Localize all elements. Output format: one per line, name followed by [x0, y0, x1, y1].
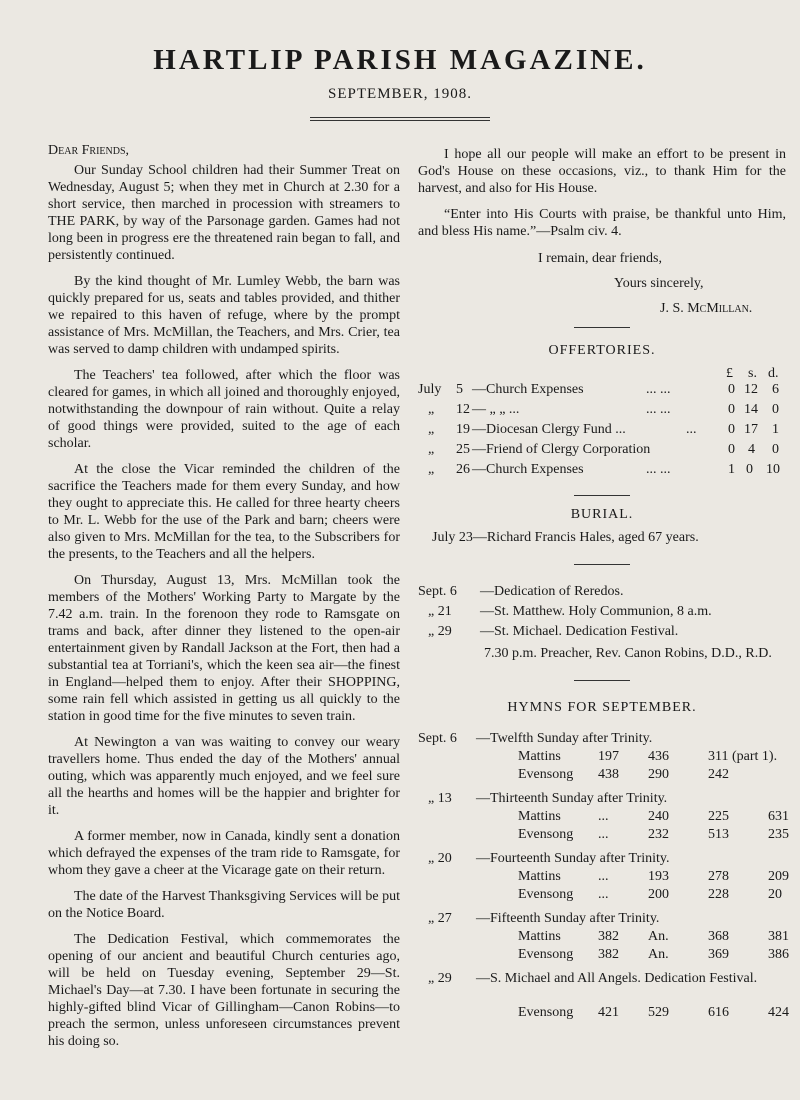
service-name: Evensong [518, 1005, 574, 1020]
hymn-sunday [418, 790, 789, 844]
hymn-number: ... [598, 809, 609, 824]
hymn-list [418, 730, 789, 1022]
hymn-number: An. [648, 947, 669, 962]
hymn-sunday [418, 730, 786, 784]
letter-paragraph: By the kind thought of Mr. Lumley Webb, the barn was quickly prepared for us, seats and tables provided, and thither we repaired to this haven of refuge, where by the prompt assistance of Mrs. McMillan, the Teachers, and Mrs. Crier, tea was served to damp children with undamped spirits. [48, 274, 400, 357]
hymn-service-row [418, 928, 789, 946]
hymn-number: 438 [598, 767, 619, 782]
offertories-heading: OFFERTORIES. [548, 343, 656, 358]
event-item: Sept. 6 —Dedication of Reredos. [418, 584, 624, 599]
hymn-sunday [418, 850, 789, 904]
hymn-number: 369 [708, 947, 729, 962]
hymn-service-row [418, 886, 786, 904]
hymn-number: An. [648, 929, 669, 944]
service-name: Mattins [518, 929, 561, 944]
hymn-sunday-title: —Fourteenth Sunday after Trinity. [476, 851, 670, 866]
hymn-number: 513 [708, 827, 729, 842]
hymn-number: 193 [648, 869, 669, 884]
divider [574, 327, 630, 328]
hymn-number: 242 [708, 767, 729, 782]
hymn-number: 278 [708, 869, 729, 884]
hymn-sunday-title: —S. Michael and All Angels. Dedication Festival. [476, 971, 758, 986]
hymn-sunday-heading [418, 850, 786, 868]
hymn-number: 197 [598, 749, 619, 764]
hymn-date: „ 27 [428, 911, 452, 926]
hymn-sunday-title: —Thirteenth Sunday after Trinity. [476, 791, 668, 806]
hymn-sunday-title: —Fifteenth Sunday after Trinity. [476, 911, 660, 926]
hymn-number: 424 [768, 1005, 789, 1020]
hymn-number: ... [598, 887, 609, 902]
burial-entry: July 23—Richard Francis Hales, aged 67 years. [432, 530, 699, 545]
hymn-number: 616 [708, 1005, 729, 1020]
service-name: Mattins [518, 809, 561, 824]
hymn-sunday-heading [418, 910, 786, 928]
hymn-number: 20 [768, 887, 782, 902]
divider [574, 564, 630, 565]
pounds-header: £ [726, 366, 733, 381]
masthead [0, 40, 800, 121]
burial-heading: BURIAL. [570, 507, 634, 522]
hymn-service-row [418, 1004, 789, 1022]
service-name: Evensong [518, 947, 574, 962]
letter-paragraph: I hope all our people will make an effort to be present in God's House on these occasions, viz., to thank Him for the harvest, and also for His House. [418, 147, 786, 196]
hymns-heading: HYMNS FOR SEPTEMBER. [507, 700, 697, 715]
hymn-number: 386 [768, 947, 789, 962]
hymn-number: 382 [598, 929, 619, 944]
service-name: Evensong [518, 767, 574, 782]
event-item: „ 29 —St. Michael. Dedication Festival. [428, 624, 679, 639]
hymn-number: 436 [648, 749, 669, 764]
events-list [418, 583, 786, 662]
hymn-number: 290 [648, 767, 669, 782]
hymn-number: 311 (part 1). [708, 749, 778, 764]
hymn-number: ... [598, 869, 609, 884]
shillings-header: s. [748, 366, 757, 381]
hymn-number: 529 [648, 1005, 669, 1020]
hymn-number: ... [598, 827, 609, 842]
hymn-service-row [418, 748, 786, 766]
offertory-table [418, 381, 786, 481]
salutation: Dear Friends, [48, 143, 130, 158]
event-item: „ 21 —St. Matthew. Holy Communion, 8 a.m. [428, 604, 712, 619]
hymn-service-row [418, 766, 786, 784]
letter-column [48, 142, 400, 1059]
letter-paragraph: The Teachers' tea followed, after which the floor was cleared for games, in which all joined and thoroughly enjoyed, notwithstanding the downpour of rain without. Quite a relay of good things were provided, suited to the age of each scholar. [48, 368, 400, 451]
hymn-number: 225 [708, 809, 729, 824]
letter-paragraph: At the close the Vicar reminded the children of the sacrifice the Teachers made for them every Sunday, and how they ought to appreciate this. He called for three hearty cheers to Mr. L. Webb for the use of the Park and barn; cheers were also given to Mrs. McMillan for the tea, to the Subscribers for the presents, to the Teachers and all the helpers. [48, 462, 400, 562]
hymn-sunday-title: —Twelfth Sunday after Trinity. [476, 731, 653, 746]
letter-paragraph: Our Sunday School children had their Summer Treat on Wednesday, August 5; when they met in Church at 2.30 for a short service, then marched in procession with streamers to THE PARK, by way of the Parsonage garden. Games had not long been in progress ere the threatened rain began to fall, and persistently continued. [48, 163, 400, 263]
hymn-date: Sept. 6 [418, 731, 457, 746]
hymn-number: 228 [708, 887, 729, 902]
letter-paragraph: On Thursday, August 13, Mrs. McMillan took the members of the Mothers' Working Party to Margate by the 7.42 a.m. train. In the forenoon they rode to Ramsgate on trams and back, after dinner they listened to the open-air entertainment given by Randall Jackson at the Fort, then had a substantial tea at Torriani's, which the keen sea air—the finest in England—helped them to enjoy. After their SHOPPING, some rain fell which assisted in getting us all quickly to the station in good time for the five minutes to seven train. [48, 573, 400, 724]
pence-header: d. [768, 366, 779, 381]
hymn-number: 232 [648, 827, 669, 842]
service-name: Evensong [518, 827, 574, 842]
service-name: Evensong [518, 887, 574, 902]
offertory-column-headers [418, 365, 786, 381]
hymn-number: 631 [768, 809, 789, 824]
hymn-number: 235 [768, 827, 789, 842]
hymn-number: 421 [598, 1005, 619, 1020]
scripture-quote: “Enter into His Courts with praise, be thankful unto Him, and bless His name.”—Psalm civ. 4. [418, 207, 786, 239]
hymn-date: „ 20 [428, 851, 452, 866]
hymn-date: „ 29 [428, 971, 452, 986]
offertory-row: „ 19 —Diocesan Clergy Fund ... ... 0 17 1 [428, 422, 779, 437]
letter-paragraph: At Newington a van was waiting to convey our weary travellers home. Thus ended the day of the Mothers' annual outing, which was apparently much enjoyed, and we feel sure all the hearths and homes will be the happier and brighter for it. [48, 735, 400, 818]
letter-paragraph: The Dedication Festival, which commemorates the opening of our ancient and beautiful Church centuries ago, will be held on Tuesday evening, September 29—St. Michael's Day—at 7.30. I have been fortunate in securing the highly-gifted blind Vicar of Gillingham—Canon Robins—to preach the sermon, unless unforeseen circumstances prevent his doing so. [48, 932, 400, 1049]
hymn-number: 200 [648, 887, 669, 902]
hymn-service-row [418, 868, 789, 886]
issue-date: SEPTEMBER, 1908. [328, 86, 472, 102]
hymn-date: „ 13 [428, 791, 452, 806]
offertory-row: „ 25 —Friend of Clergy Corporation 0 4 0 [428, 442, 779, 457]
service-name: Mattins [518, 749, 561, 764]
closing: I remain, dear friends, [538, 251, 662, 266]
hymn-number: 209 [768, 869, 789, 884]
offertory-row: „ 26 —Church Expenses ... ... 1 0 10 [428, 462, 780, 477]
hymn-sunday [418, 970, 789, 1022]
letter-paragraph: The date of the Harvest Thanksgiving Services will be put on the Notice Board. [48, 889, 400, 921]
hymn-number: 368 [708, 929, 729, 944]
offertory-row: „ 12 — „ „ ... ... ... 0 14 0 [428, 402, 779, 417]
hymn-sunday-heading [418, 970, 786, 1004]
divider [574, 680, 630, 681]
service-name: Mattins [518, 869, 561, 884]
signature: J. S. McMillan. [660, 301, 753, 316]
page-title: HARTLIP PARISH MAGAZINE. [153, 44, 647, 76]
yours-sincerely: Yours sincerely, [614, 276, 704, 291]
title-rule [310, 117, 490, 121]
hymn-number: 382 [598, 947, 619, 962]
hymn-number: 381 [768, 929, 789, 944]
hymn-service-row [418, 826, 789, 844]
event-detail: 7.30 p.m. Preacher, Rev. Canon Robins, D.D., R.D. [484, 646, 772, 661]
hymn-sunday [418, 910, 789, 964]
hymn-service-row [418, 808, 789, 826]
divider [574, 495, 630, 496]
hymn-number: 240 [648, 809, 669, 824]
hymn-sunday-heading [418, 790, 786, 808]
letter-paragraph: A former member, now in Canada, kindly sent a donation which defrayed the expenses of the tram ride to Ramsgate, for whom they gave a cheer at the Vicarage gate on their return. [48, 829, 400, 878]
hymn-service-row [418, 946, 789, 964]
offertory-row: July 5 —Church Expenses ... ... 0 12 6 [418, 382, 779, 397]
hymn-sunday-heading [418, 730, 786, 748]
notices-column [418, 146, 789, 1028]
